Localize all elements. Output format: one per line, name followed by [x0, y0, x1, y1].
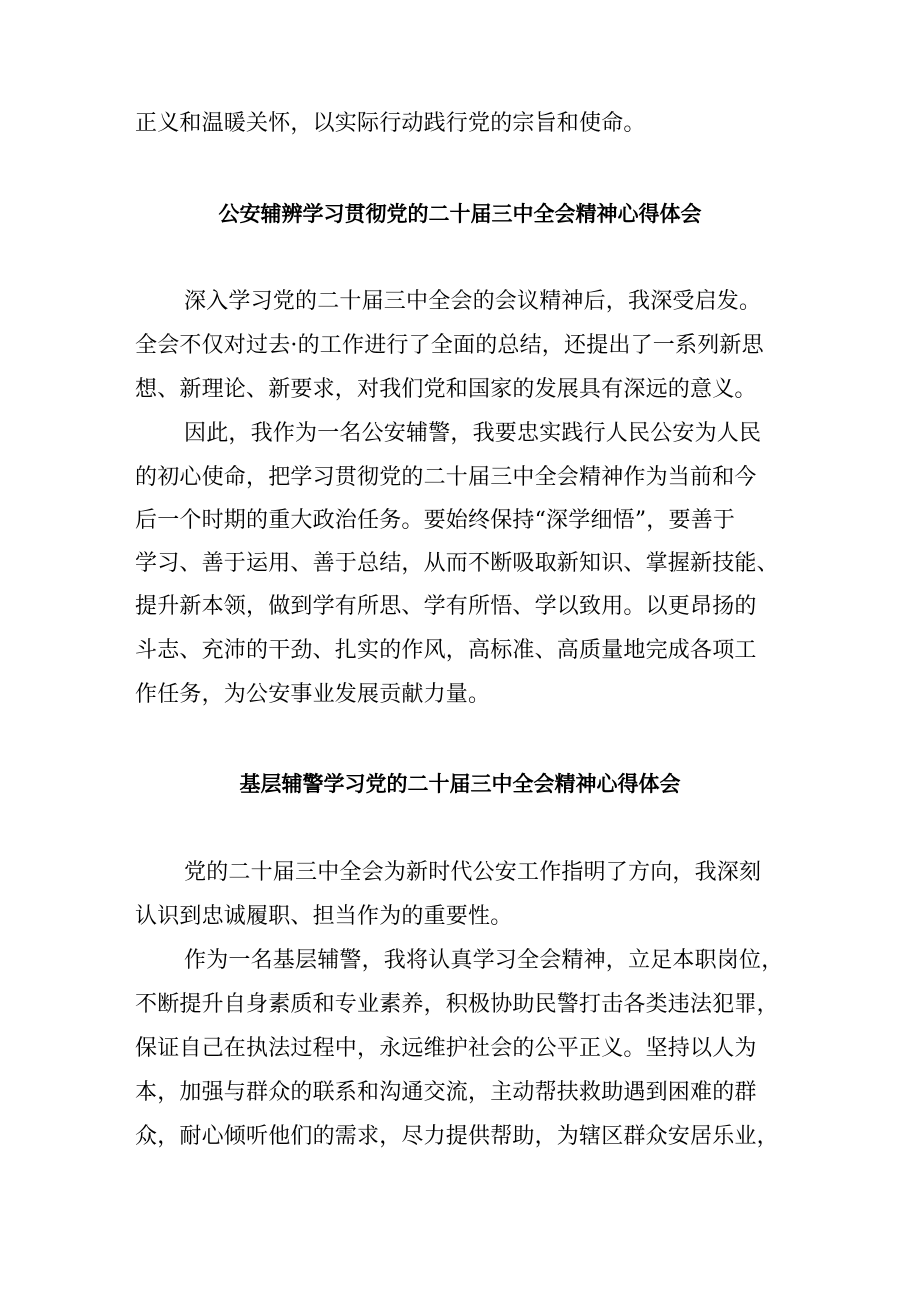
- section-title: 基层辅警学习党的二十届三中全会精神心得体会: [239, 772, 681, 796]
- paragraph-line: 不断提升自身素质和专业素养，积极协助民警打击各类违法犯罪，: [135, 992, 779, 1017]
- paragraph-line: 本，加强与群众的联系和沟通交流，主动帮扶救助遇到困难的群: [135, 1080, 757, 1105]
- paragraph-line: 斗志、充沛的干劲、扎实的作风，高标准、高质量地完成各项工: [135, 638, 757, 663]
- paragraph-line: 认识到忠诚履职、担当作为的重要性。: [135, 904, 513, 929]
- paragraph-line: 学习、善于运用、善于总结，从而不断吸取新知识、掌握新技能、: [135, 551, 779, 576]
- paragraph-line: 作为一名基层辅警，我将认真学习全会精神，立足本职岗位，: [184, 948, 784, 973]
- paragraph-line: 的初心使命，把学习贯彻党的二十届三中全会精神作为当前和今: [135, 465, 757, 490]
- paragraph-line: 保证自己在执法过程中，永远维护社会的公平正义。坚持以人为: [135, 1036, 757, 1061]
- paragraph-line: 作任务，为公安事业发展贡献力量。: [135, 682, 491, 707]
- paragraph-line: 后一个时期的重大政治任务。要始终保持“深学细悟”，要善于: [135, 508, 736, 533]
- paragraph-line: 提升新本领，做到学有所思、学有所悟、学以致用。以更昂扬的: [135, 594, 757, 619]
- section-title: 公安辅辨学习贯彻党的二十届三中全会精神心得体会: [218, 202, 702, 226]
- paragraph-line: 正义和温暖关怀，以实际行动践行党的宗旨和使命。: [135, 111, 646, 136]
- paragraph-line: 众，耐心倾听他们的需求，尽力提供帮助，为辖区群众安居乐业，: [135, 1124, 779, 1149]
- paragraph-line: 全会不仅对过去·的工作进行了全面的总结，还提出了一系列新思: [135, 333, 764, 358]
- paragraph-line: 想、新理论、新要求，对我们党和国家的发展具有深远的意义。: [135, 377, 757, 402]
- paragraph-line: 因此，我作为一名公安辅警，我要忠实践行人民公安为人民: [184, 421, 762, 446]
- paragraph-line: 深入学习党的二十届三中全会的会议精神后，我深受启发。: [184, 289, 762, 314]
- paragraph-line: 党的二十届三中全会为新时代公安工作指明了方向，我深刻: [184, 860, 762, 885]
